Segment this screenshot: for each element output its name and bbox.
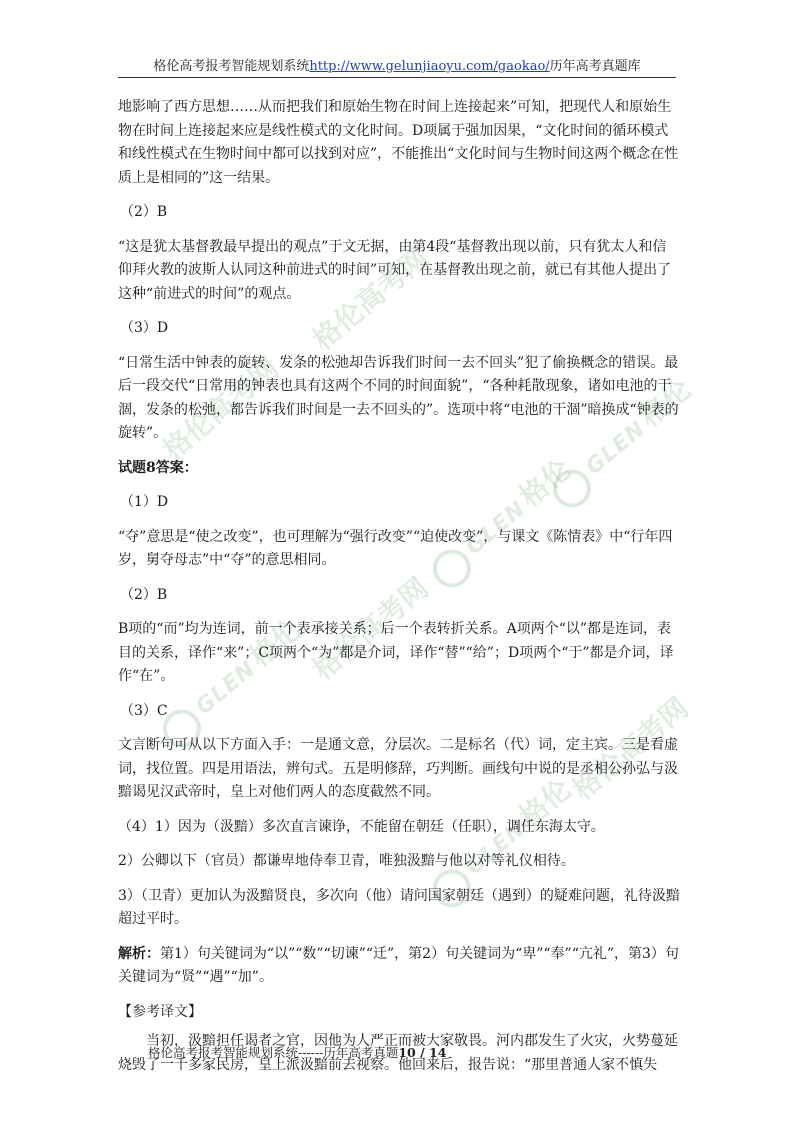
watermark-bottom: GLEN格伦 <box>420 768 582 914</box>
analysis-text: 第1）句关键词为“以”“数”“切谏”“迁”，第2）句关键词为“卑”“奉”“亢礼”，第3）句关键词为“贤”“遇”“加”。 <box>118 945 679 985</box>
header-suffix: 历年高考真题库 <box>549 59 641 74</box>
answer-item: （2）B <box>120 204 168 220</box>
analysis-paragraph <box>118 943 680 990</box>
paragraph: “日常生活中钟表的旋转、发条的松弛却告诉我们时间一去不回头”犯了偷换概念的错误。最后一段交代“日常用的钟表也具有这两个不同的时间面貌”，“各种耗散现象，诸如电池的干涸，发条的松弛，都告诉我们时间是一去不回头的”。选项中将“电池的干涸”暗换成“钟表的旋转”。 <box>118 354 679 441</box>
section-heading: 试题8答案： <box>118 459 198 476</box>
answer-item: （3）C <box>120 702 168 719</box>
watermark-lower-left: GLEN格伦 <box>150 608 312 754</box>
header-prefix: 格伦高考报考智能规划系统 <box>153 59 310 74</box>
header-divider <box>118 77 676 78</box>
paragraph: B项的“而”均为连词，前一个表承接关系；后一个表转折关系。A项两个“以”都是连词，表目的关系，译作“来”；C项两个“为”都是介词，译作“替”“给”；D项两个“于”都是介词，译作“在”。 <box>118 621 674 684</box>
paragraph: “夺”意思是“使之改变”，也可理解为“强行改变”“迫使改变”，与课文《陈情表》中“行年四岁，舅夺母志”中“夺”的意思相同。 <box>118 528 673 568</box>
page-number: 10 / 14 <box>398 1045 447 1060</box>
analysis-label: 解析： <box>118 945 160 962</box>
answer-item: （3）D <box>120 320 169 336</box>
paragraph: 地影响了西方思想……从而把我们和原始生物在时间上连接起来”可知，把现代人和原始生物在时间上连接起来应是线性模式的文化时间。D项属于强加因果，“文化时间的循环模式和线性模式在生物时间中都可以找到对应”，不能推出“文化时间与生物时间这两个概念在性质上是相同的”这一结果。 <box>118 99 679 186</box>
watermark-top-left: 格伦高考网 <box>156 351 285 467</box>
reference-translation-heading: 【参考译文】 <box>118 1003 202 1020</box>
document-body <box>118 96 680 1088</box>
watermark-right: GLEN格伦 <box>540 368 702 514</box>
watermark-center: GLEN格伦 <box>420 448 582 594</box>
answer-item: （1）D <box>120 494 169 510</box>
watermark-lower-mid: 格伦高考网 <box>306 571 435 687</box>
header-link[interactable]: http://www.gelunjiaoyu.com/gaokao/ <box>309 59 550 74</box>
answer-item: （2）B <box>120 586 168 603</box>
watermark-bottom-right: 格伦高考网 <box>566 691 695 807</box>
paragraph: 当初，汲黯担任谒者之官，因他为人严正而被大家敬畏。河内郡发生了火灾，火势蔓延烧毁了一千多家民房，皇上派汲黯前去视察。他回来后，报告说：“那里普通人家不慎失 <box>118 1033 678 1073</box>
watermark-mid-top: 格伦高考网 <box>306 241 435 357</box>
paragraph: 文言断句可从以下方面入手：一是通文意，分层次。二是标名（代）词，定主宾。三是看虚词，找位置。四是用语法，辨句式。五是明修辞，巧判断。画线句中说的是丞相公孙弘与汲黯谒见汉武帝时，皇上对他们两人的态度截然不同。 <box>118 737 678 800</box>
page-header <box>118 58 676 76</box>
translation-item: 3）（卫青）更加认为汲黯贤良，多次向（他）请问国家朝廷（遇到）的疑难问题，礼待汲黯超过平时。 <box>118 887 680 927</box>
translation-item: 2）公卿以下（官员）都谦卑地侍奉卫青，唯独汲黯与他以对等礼仪相待。 <box>118 853 575 869</box>
paragraph: “这是犹太基督教最早提出的观点”于文无据，由第4段“基督教出现以前，只有犹太人和信仰拜火教的波斯人认同这种前进式的时间”可知，在基督教出现之前，就已有其他人提出了这种“前进式的时间”的观点。 <box>118 238 672 302</box>
footer-text: 格伦高考报考智能规划系统------历年高考真题 <box>148 1045 399 1060</box>
translation-item: （4）1）因为（汲黯）多次直言谏诤，不能留在朝廷（任职），调任东海太守。 <box>118 818 605 835</box>
page-footer <box>148 1043 446 1061</box>
